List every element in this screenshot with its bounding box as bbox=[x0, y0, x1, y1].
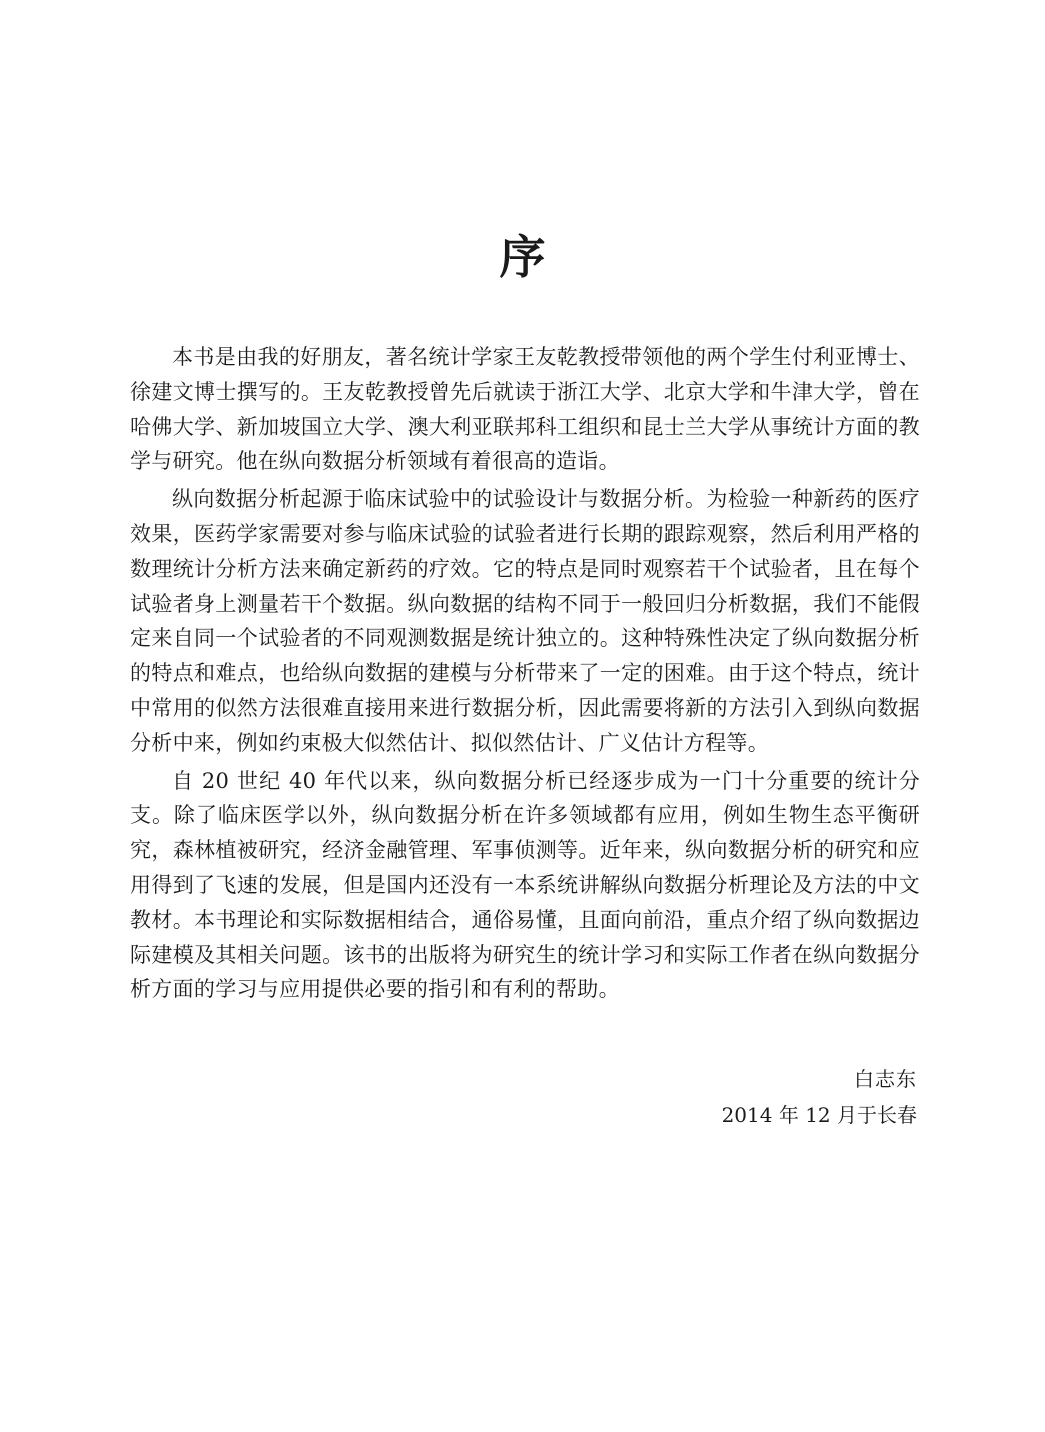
paragraph-2: 纵向数据分析起源于临床试验中的试验设计与数据分析。为检验一种新药的医疗效果，医药学家需要对参与临床试验的试验者进行长期的跟踪观察，然后利用严格的数理统计分析方法来确定新药的疗效。它的特点是同时观察若干个试验者，且在每个试验者身上测量若干个数据。纵向数据的结构不同于一般回归分析数据，我们不能假定来自同一个试验者的不同观测数据是统计独立的。这种特殊性决定了纵向数据分析的特点和难点，也给纵向数据的建模与分析带来了一定的困难。由于这个特点，统计中常用的似然方法很难直接用来进行数据分析，因此需要将新的方法引入到纵向数据分析中来，例如约束极大似然估计、拟似然估计、广义估计方程等。 bbox=[130, 487, 920, 755]
page-title: 序 bbox=[499, 230, 546, 284]
paragraph-1: 本书是由我的好朋友，著名统计学家王友乾教授带领他的两个学生付利亚博士、徐建文博士撰写的。王友乾教授曾先后就读于浙江大学、北京大学和牛津大学，曾在哈佛大学、新加坡国立大学、澳大利亚联邦科工组织和昆士兰大学从事统计方面的教学与研究。他在纵向数据分析领域有着很高的造诣。 bbox=[130, 345, 920, 474]
preface-body bbox=[130, 340, 920, 1010]
signature-name: 白志东 bbox=[854, 1067, 917, 1091]
paragraph-3: 自 20 世纪 40 年代以来，纵向数据分析已经逐步成为一门十分重要的统计分支。除了临床医学以外，纵向数据分析在许多领域都有应用，例如生物生态平衡研究，森林植被研究，经济金融管理、军事侦测等。近年来，纵向数据分析的研究和应用得到了飞速的发展，但是国内还没有一本系统讲解纵向数据分析理论及方法的中文教材。本书理论和实际数据相结合，通俗易懂，且面向前沿，重点介绍了纵向数据边际建模及其相关问题。该书的出版将为研究生的统计学习和实际工作者在纵向数据分析方面的学习与应用提供必要的指引和有利的帮助。 bbox=[130, 768, 920, 1002]
signature-date: 2014 年 12 月于长春 bbox=[721, 1103, 917, 1127]
